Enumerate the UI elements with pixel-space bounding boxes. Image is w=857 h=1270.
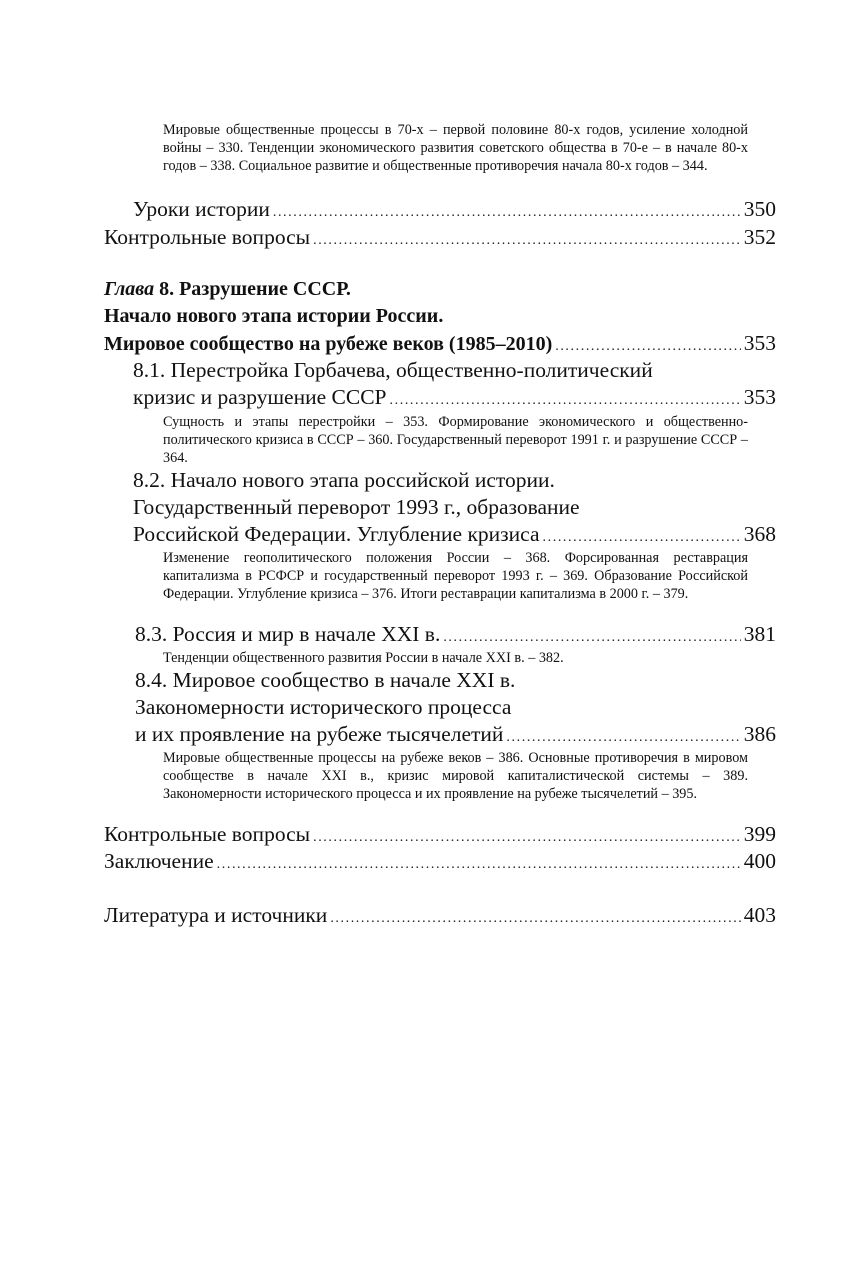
entry-title: и их проявление на рубеже тысячелетий (135, 722, 504, 746)
s84-line1: 8.4. Мировое сообщество в начале XXI в. (135, 668, 516, 692)
toc-entry-8-2[interactable] (133, 521, 776, 551)
entry-title: Литература и источники (104, 903, 328, 927)
leader-dots (217, 851, 741, 878)
s81-line1: 8.1. Перестройка Горбачева, общественно-политический (133, 358, 653, 382)
chapter8-heading-line2: Начало нового этапа истории России. (104, 305, 444, 327)
toc-entry-lessons[interactable] (133, 196, 776, 226)
entry-title: кризис и разрушение СССР (133, 385, 387, 409)
toc-entry-questions-8[interactable] (104, 821, 776, 851)
leader-dots (273, 199, 741, 226)
toc-entry-literature[interactable] (104, 902, 776, 932)
toc-entry-questions-7[interactable] (104, 224, 776, 254)
toc-entry-8-4[interactable] (135, 721, 776, 751)
s84-line2: Закономерности исторического процесса (135, 695, 512, 719)
leader-dots (543, 524, 741, 551)
page-number: 353 (743, 385, 776, 409)
page-number: 399 (743, 822, 776, 846)
leader-dots (330, 905, 740, 932)
entry-title: Заключение (104, 849, 214, 873)
s83-summary: Тенденции общественного развития России в начале XXI в. – 382. (163, 650, 564, 666)
toc-entry-8-3[interactable] (135, 621, 776, 651)
s81-summary: Сущность и этапы перестройки – 353. Формирование экономического и общественно-политического кризиса в СССР – 360. Государственный переворот 1991 г. и разрушение СССР – 364. (163, 414, 748, 466)
leader-dots (443, 624, 740, 651)
s82-line1: 8.2. Начало нового этапа российской истории. (133, 468, 555, 492)
leader-dots (390, 387, 741, 414)
entry-title: Контрольные вопросы (104, 225, 311, 249)
leader-dots (555, 333, 741, 360)
page-number: 352 (743, 225, 776, 249)
s82-line2: Государственный переворот 1993 г., образование (133, 495, 580, 519)
page-number: 368 (743, 522, 776, 546)
page-number: 403 (743, 903, 776, 927)
entry-title: Российской Федерации. Углубление кризиса (133, 522, 540, 546)
entry-title: 8.3. Россия и мир в начале XXI в. (135, 622, 441, 646)
chapter8-heading-line1 (104, 276, 351, 303)
leader-dots (313, 824, 741, 851)
entry-title: Мировое сообщество на рубеже веков (1985–2010) (104, 333, 553, 355)
page-number: 400 (743, 849, 776, 873)
toc-entry-8-1[interactable] (133, 384, 776, 414)
entry-title: Контрольные вопросы (104, 822, 311, 846)
chapter-title: Разрушение СССР. (179, 278, 351, 300)
leader-dots (506, 724, 740, 751)
toc-entry-chapter8[interactable] (104, 330, 776, 360)
page-number: 386 (743, 722, 776, 746)
page-number: 350 (743, 197, 776, 221)
toc-entry-conclusion[interactable] (104, 848, 776, 878)
page-number: 353 (743, 331, 776, 355)
chapter-label: Глава (104, 278, 155, 300)
s84-summary: Мировые общественные процессы на рубеже веков – 386. Основные противоречия в мировом сообществе в начале XXI в., кризис мировой капиталистической системы – 389. Закономерности исторического процесса и их проявление на рубеже тысячелетий – 395. (163, 750, 748, 802)
s82-summary: Изменение геополитического положения России – 368. Форсированная реставрация капитализма в РСФСР и государственный переворот 1993 г. – 369. Образование Российской Федерации. Углубление кризиса – 376. Итоги реставрации капитализма в 2000 г. – 379. (163, 550, 748, 602)
chapter-number: 8. (159, 278, 175, 300)
page-number: 381 (743, 622, 776, 646)
leader-dots (313, 227, 741, 254)
entry-title: Уроки истории (133, 197, 270, 221)
chapter7-summary: Мировые общественные процессы в 70-х – первой половине 80-х годов, усиление холодной войны – 330. Тенденции экономического развития советского общества в 70-е – в начале 80-х годов – 338. Социальное развитие и общественные противоречия начала 80-х годов – 344. (163, 122, 748, 174)
